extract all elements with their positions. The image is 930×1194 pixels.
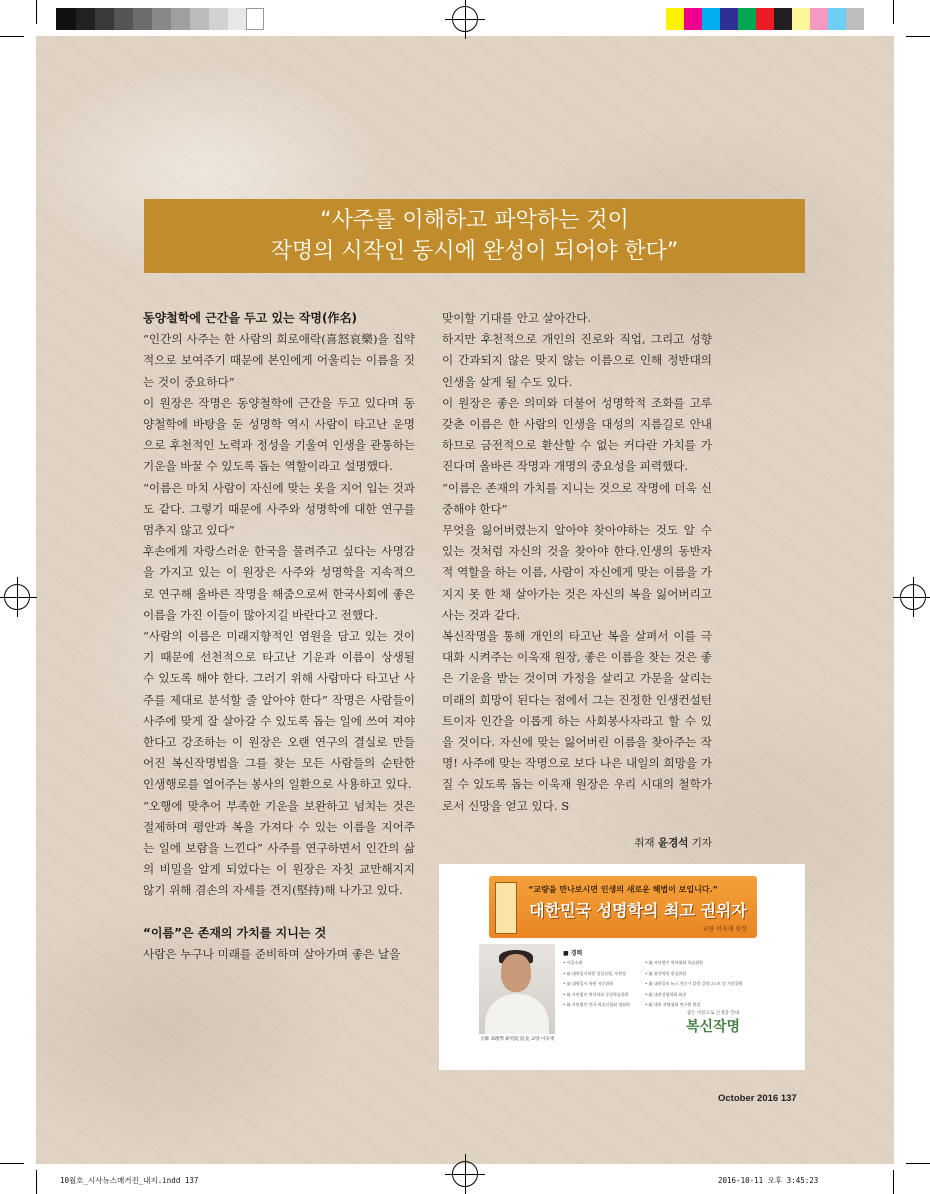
swatch [76, 8, 95, 30]
career-item: • 現 대전 작명협회 연구원 원장 [645, 1002, 701, 1007]
swatch [228, 8, 246, 30]
ad-headline: 대한민국 성명학의 최고 권위자 [529, 901, 747, 920]
registration-mark-left [4, 584, 30, 610]
paragraph: “이름은 존재의 가치를 지니는 것으로 작명에 더욱 신중해야 한다” [442, 480, 712, 516]
registration-mark-top [452, 6, 478, 32]
career-item: • 서울소재 [563, 960, 583, 965]
paragraph: “사람의 이름은 미래지향적인 염원을 담고 있는 것이기 때문에 선천적으로 타고난 기운과 이름이 상생될 수 있도록 해야 한다. 그러기 위해 사람마다 타고난 사주를 제대로 분석할 줄 알아야 한다” 작명은 사람들이 사주에 맞게 잘 살아갈 수 있도록 돕는 일에 쓰여 져야 한다고 강조하는 이 원장은 오랜 연구의 결실로 만들어진 복신작명법을 그를 찾는 모든 사람들의 순탄한 인생행로를 열어주는 봉사의 일환으로 사용하고 있다. [143, 629, 415, 792]
swatch [756, 8, 774, 30]
photo-body [485, 994, 549, 1034]
swatch [774, 8, 792, 30]
ad-tagline: “교량을 만나보시면 인생의 새로운 해법이 보입니다.” [528, 885, 718, 894]
career-item: • 現 사단법인 역학협회 학술위원 [645, 960, 703, 965]
swatch [133, 8, 152, 30]
swatch [666, 8, 684, 30]
registration-mark-right [900, 584, 926, 610]
crop-mark [36, 1170, 37, 1194]
paragraph: 맞이할 기대를 안고 살아간다. [442, 311, 592, 325]
byline [442, 835, 712, 850]
crop-mark [906, 1163, 930, 1164]
swatch [114, 8, 133, 30]
swatch [209, 8, 228, 30]
swatch [152, 8, 171, 30]
paragraph-spacer [143, 902, 415, 923]
paragraph: “인간의 사주는 한 사람의 희로애락(喜怒哀樂)을 집약적으로 보여주기 때문에 본인에게 어울리는 이름을 짓는 것이 중요하다” [143, 332, 415, 389]
crop-mark [0, 1163, 24, 1164]
byline-name: 윤경석 [657, 837, 689, 849]
paragraph: “오행에 맞추어 부족한 기운을 보완하고 넘치는 것은 절제하며 평안과 복을 가져다 수 있는 이름을 지어주는 일에 보람을 느낀다” 사주를 연구하면서 인간의 삶의 비밀을 알게 되었다는 이 원장은 자칫 교만해지지 않기 위해 겸손의 자세를 견지(堅持)해 나가고 있다. [143, 798, 415, 898]
banner-line-2: 작명의 시작인 동시에 완성이 되어야 한다” [270, 239, 679, 264]
byline-prefix: 취재 [634, 837, 655, 849]
section-heading: 동양철학에 근간을 두고 있는 작명(作名) [143, 311, 357, 325]
director-photo [479, 944, 555, 1034]
photo-caption: 大韓 命理學 研究院 院長 교량 이욱재 [480, 1037, 554, 1042]
swatch [738, 8, 756, 30]
paragraph: 이 원장은 작명은 동양철학에 근간을 두고 있다며 동양철학에 바탕을 둔 성명학 역시 사람이 타고난 운명으로 후천적인 노력과 정성을 기울여 인생을 관통하는 기운을 바꿀 수 있도록 돕는 역할이라고 설명했다. [143, 395, 415, 474]
swatch [684, 8, 702, 30]
swatch [95, 8, 114, 30]
crop-mark [893, 0, 894, 24]
ad-logo-caption: 좋은 이름으로 인생을 안내 [686, 1011, 740, 1016]
paragraph: 하지만 후천적으로 개인의 진로와 직업, 그리고 성향이 간과되지 않은 맞지 않는 이름으로 인해 정반대의 인생을 살게 될 수도 있다. [442, 332, 712, 389]
paragraph: 후손에게 자랑스러운 한국을 물려주고 싶다는 사명감을 가지고 있는 이 원장은 사주와 성명학을 지속적으로 연구해 올바른 작명을 해줌으로써 한국사회에 좋은 이름을 가진 이들이 많아지길 바란다고 전했다. [143, 544, 415, 622]
crop-mark [906, 36, 930, 37]
career-title: ■ 경력 [563, 950, 583, 957]
swatch [702, 8, 720, 30]
page-folio: October 2016 137 [718, 1093, 797, 1104]
paragraph: 사람은 누구나 미래를 준비하며 살아가며 좋은 날을 [143, 946, 401, 961]
swatch [190, 8, 209, 30]
career-item: • 現 월간역학 편집위원 [645, 970, 687, 976]
paragraph: 복신작명을 통해 개인의 타고난 복을 살펴서 이를 극대화 시켜주는 이욱재 원장, 좋은 이름을 찾는 것은 좋은 기운을 받는 것이며 가정을 살리고 가문을 살리는 미래의 희망이 된다는 점에서 그는 진정한 인생컨설턴트이자 인간을 이롭게 하는 사회봉사자라고 할 수 있을 것이다. 자신에 맞는 잃어버린 이름을 찾아주는 작명! 사주에 맞는 작명으로 보다 나은 내일의 희망을 가질 수 있도록 돕는 이욱재 원장은 우리 시대의 철학가로서 신망을 얻고 있다. S [442, 629, 712, 813]
swatch [246, 8, 264, 30]
swatch [792, 8, 810, 30]
ad-signature: 교량 이욱재 원장 [702, 926, 747, 933]
career-item: • 現 대한일보 뉴스 전문가 칼럼 칼럼니스트 및 자문위원 [645, 981, 743, 986]
career-item: • 前 사단법인 한국 역술인협회 정회원 [563, 1002, 630, 1007]
swatch [810, 8, 828, 30]
paragraph: 이 원장은 좋은 의미와 더불어 성명학적 조화를 고루 갖춘 이름은 한 사람의 인생을 대성의 지름길로 안내하므로 금전적으로 환산할 수 없는 커다란 가치를 가진다며 올바른 작명과 개명의 중요성을 피력했다. [442, 395, 712, 474]
swatch [846, 8, 864, 30]
swatch [828, 8, 846, 30]
paragraph: 무엇을 잃어버렸는지 알아야 찾아야하는 것도 알 수 있는 것처럼 자신의 것을 찾아야 한다.인생의 동반자적 역할을 하는 이름, 사람이 자신에게 맞는 이름을 가지지 못 한 채 살아가는 것은 자신의 복을 잃어버리고 사는 것과 같다. [442, 523, 712, 622]
swatch [720, 8, 738, 30]
section-heading: “이름”은 존재의 가치를 지니는 것 [143, 925, 327, 940]
registration-mark-bottom [452, 1161, 478, 1187]
title-banner [144, 199, 805, 273]
crop-mark [36, 0, 37, 24]
career-list-right [645, 958, 755, 1011]
ad-headline-banner [489, 876, 757, 938]
swatch [56, 8, 76, 30]
career-item: • 前 사단법인 역의학회 중앙학술위원 [563, 991, 629, 997]
swatch [171, 8, 190, 30]
photo-face [501, 954, 531, 992]
crop-mark [0, 36, 24, 37]
banner-line-1: “사주를 이해하고 파악하는 것이 [320, 208, 629, 233]
article-column-left [143, 308, 415, 965]
ad-logo [671, 1010, 755, 1044]
crop-mark [893, 1170, 894, 1194]
paragraph: “이름은 마치 사람이 자신에 맞는 옷을 지어 입는 것과도 같다. 그렇기 때문에 사주와 성명학에 대한 연구를 멈추지 않고 있다” [143, 480, 415, 538]
slug-file-name: 10월호_시사뉴스매거진_내지.indd 137 [60, 1176, 199, 1185]
slug-timestamp: 2016-10-11 오후 3:45:23 [718, 1176, 819, 1185]
career-item: • 現 대전성명학회 회장 [645, 991, 687, 997]
article-column-right [442, 308, 712, 817]
career-item: • 前 대학입시학원 성실실법, 부원장 [563, 970, 626, 976]
advertisement-box [439, 864, 805, 1070]
career-list-left [563, 958, 643, 1011]
ad-logo-text: 복신작명 [685, 1019, 741, 1035]
career-item: • 前 대학입시 학원 지문위원 [563, 981, 614, 986]
byline-suffix: 기자 [691, 837, 712, 849]
